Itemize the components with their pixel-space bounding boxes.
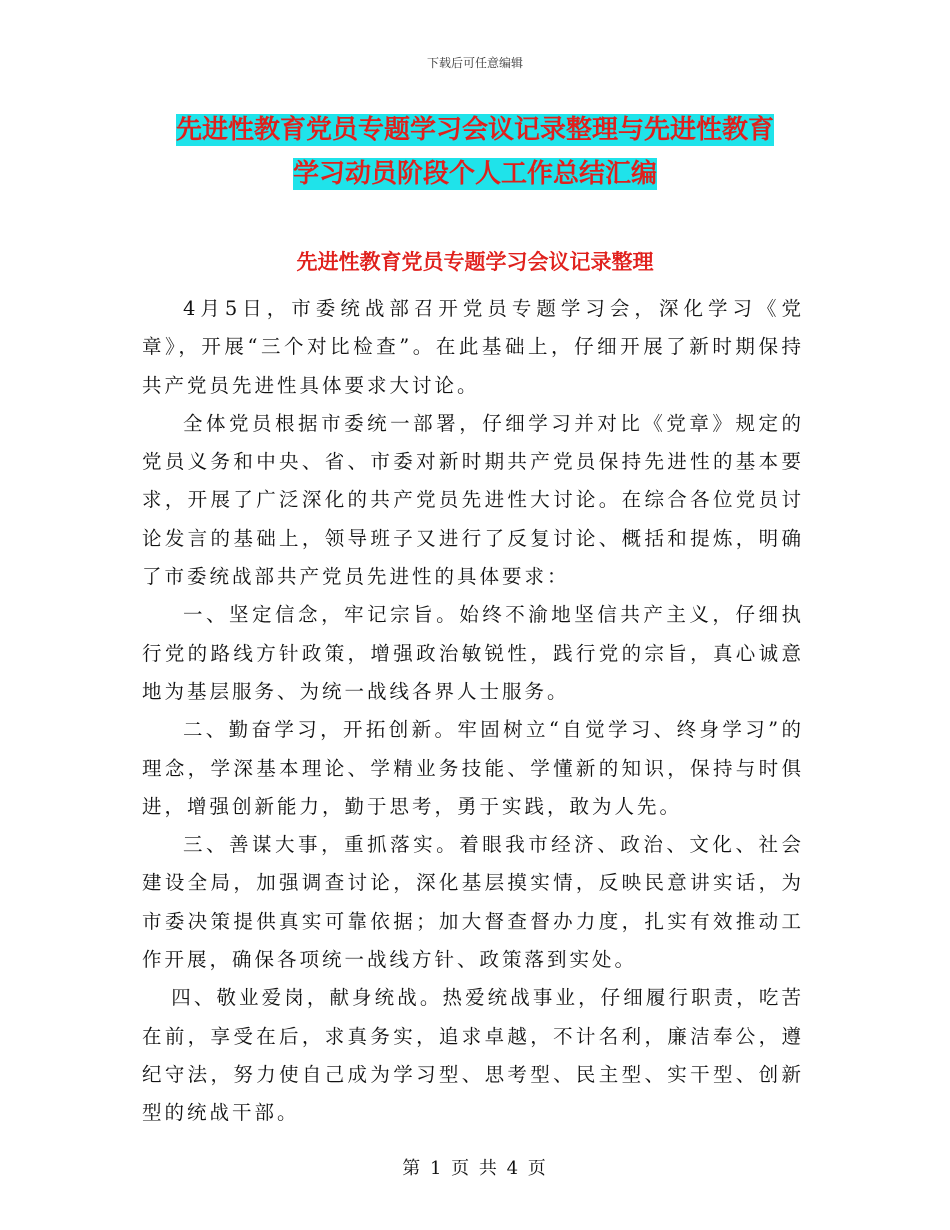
document-title xyxy=(140,108,810,196)
paragraph-requirement-4: 四、敬业爱岗，献身统战。热爱统战事业，仔细履行职责，吃苦在前，享受在后，求真务实，追求卓越，不计名利，廉洁奉公，遵纪守法，努力使自己成为学习型、思考型、民主型、实干型、创新型的统战干部。 xyxy=(142,986,804,1125)
section-title: 先进性教育党员专题学习会议记录整理 xyxy=(296,250,654,274)
page-number-footer: 第 1 页 共 4 页 xyxy=(402,1158,548,1179)
paragraph-requirement-1: 一、坚定信念，牢记宗旨。始终不渝地坚信共产主义，仔细执行党的路线方针政策，增强政治敏锐性，践行党的宗旨，真心诚意地为基层服务、为统一战线各界人士服务。 xyxy=(142,603,804,703)
paragraph-requirement-2: 二、勤奋学习，开拓创新。牢固树立“自觉学习、终身学习”的理念，学深基本理论、学精业务技能、学懂新的知识，保持与时俱进，增强创新能力，勤于思考，勇于实践，敢为人先。 xyxy=(142,718,804,818)
document-title-line-1: 先进性教育党员专题学习会议记录整理与先进性教育 xyxy=(175,115,774,145)
document-body xyxy=(142,290,804,1133)
paragraph-discussion: 全体党员根据市委统一部署，仔细学习并对比《党章》规定的党员义务和中央、省、市委对新时期共产党员保持先进性的基本要求，开展了广泛深化的共产党员先进性大讨论。在综合各位党员讨论发言的基础上，领导班子又进行了反复讨论、概括和提炼，明确了市委统战部共产党员先进性的具体要求： xyxy=(142,411,804,589)
page-header-note: 下载后可任意编辑 xyxy=(426,56,523,70)
paragraph-requirement-3: 三、善谋大事，重抓落实。着眼我市经济、政治、文化、社会建设全局，加强调查讨论，深化基层摸实情，反映民意讲实话，为市委决策提供真实可靠依据；加大督查督办力度，扎实有效推动工作开展，确保各项统一战线方针、政策落到实处。 xyxy=(142,833,804,972)
paragraph-intro: 4月5日，市委统战部召开党员专题学习会，深化学习《党章》，开展“三个对比检查”。在此基础上，仔细开展了新时期保持共产党员先进性具体要求大讨论。 xyxy=(142,297,804,397)
document-title-line-2: 学习动员阶段个人工作总结汇编 xyxy=(292,159,657,189)
